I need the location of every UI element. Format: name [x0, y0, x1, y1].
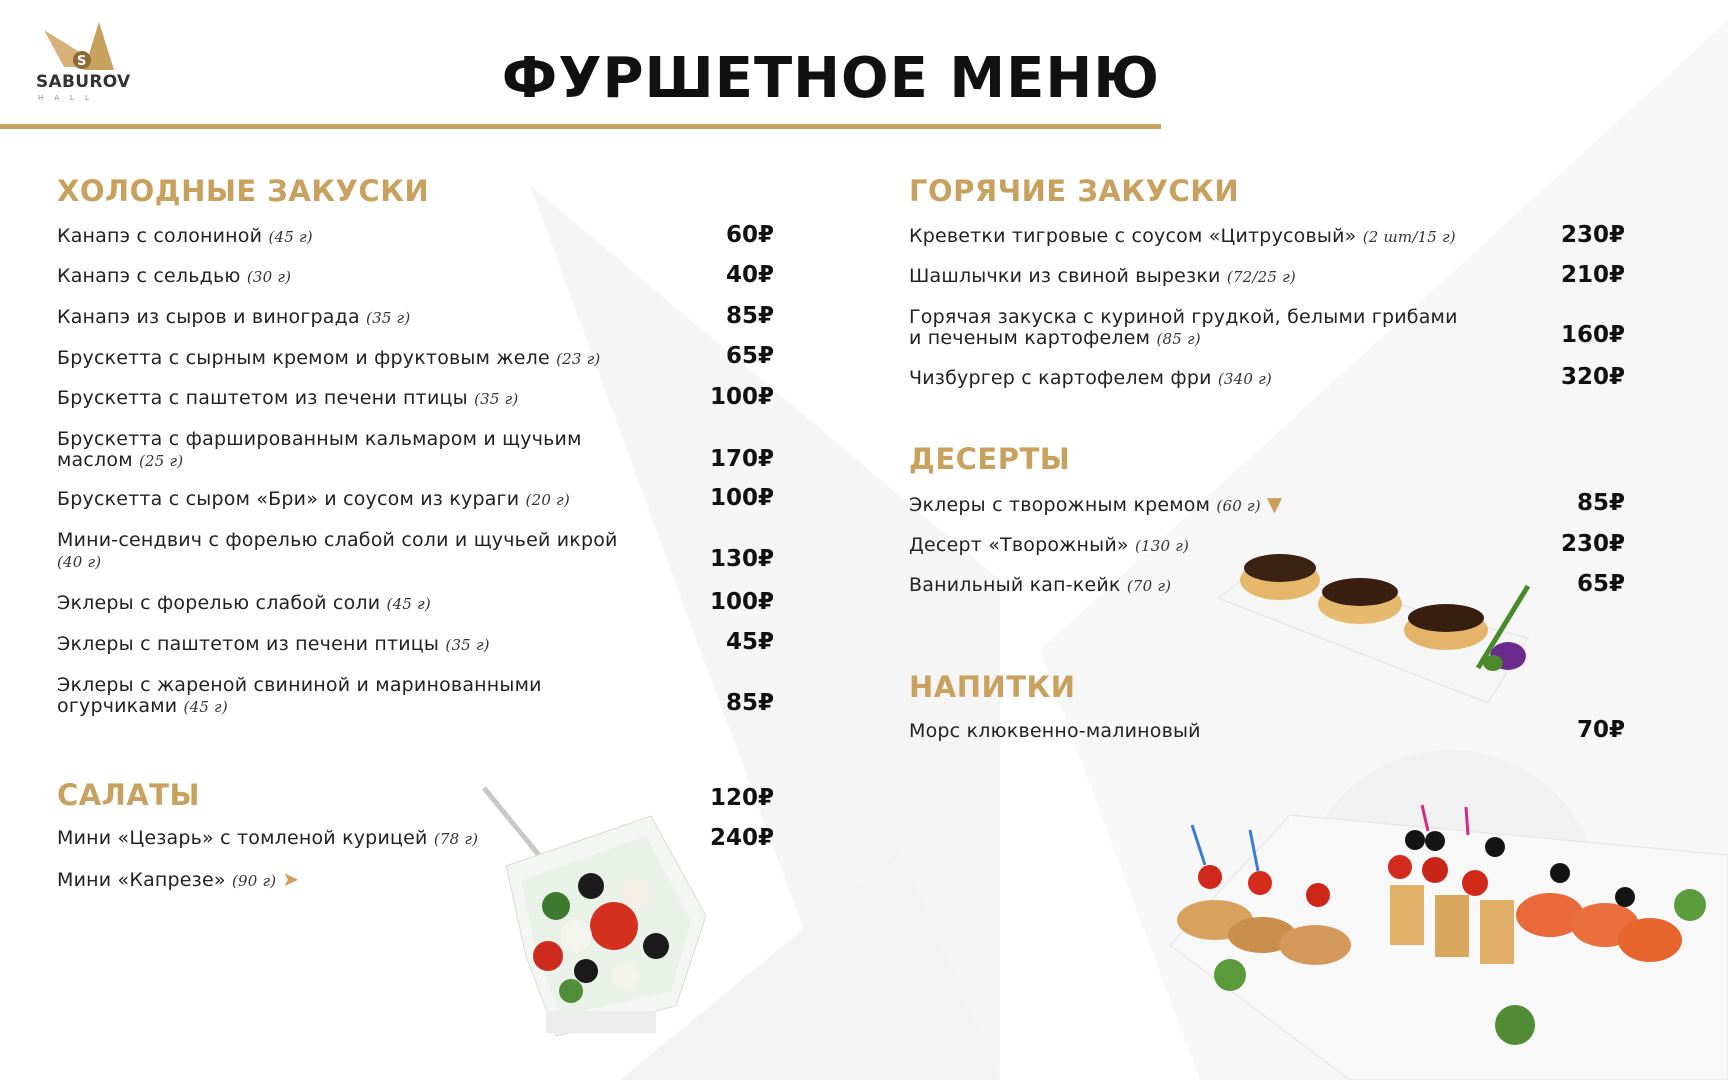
menu-item: Канапэ из сыров и винограда (35 г)	[57, 306, 411, 328]
menu-item-price: 160₽	[1560, 322, 1625, 348]
menu-item-price: 85₽	[1576, 490, 1625, 516]
menu-item-price: 85₽	[725, 303, 774, 329]
menu-item: Канапэ с солониной (45 г)	[57, 225, 313, 247]
menu-item-price: 45₽	[725, 629, 774, 655]
menu-item: Мини «Цезарь» с томленой курицей (78 г)	[57, 827, 479, 849]
salad-cup-image	[476, 786, 716, 1046]
section-title-salads: САЛАТЫ	[57, 778, 201, 812]
menu-item: Ванильный кап-кейк (70 г)	[909, 574, 1172, 596]
menu-item: Эклеры с творожным кремом (60 г) ▼	[909, 492, 1283, 516]
menu-item-price: 65₽	[725, 343, 774, 369]
menu-item: Брускетта с сырным кремом и фруктовым желе (23 г)	[57, 347, 601, 369]
arrow-down-icon: ▼	[1266, 492, 1283, 516]
menu-item-price: 85₽	[725, 690, 774, 716]
menu-item-price: 120₽	[709, 785, 774, 811]
menu-item: Мини «Капрезе» (90 г) ➤	[57, 867, 300, 891]
canape-plate-image	[1150, 795, 1728, 1080]
menu-item-price: 100₽	[709, 384, 774, 410]
menu-item-price: 100₽	[709, 589, 774, 615]
section-title-hot: ГОРЯЧИЕ ЗАКУСКИ	[909, 174, 1240, 208]
menu-item: Горячая закуска с куриной грудкой, белыми грибами и печеным картофелем (85 г)	[909, 306, 1458, 349]
eclairs-plate-image	[1218, 538, 1558, 708]
menu-item-price: 130₽	[709, 546, 774, 572]
menu-item-price: 70₽	[1576, 717, 1625, 743]
menu-item: Брускетта с сыром «Бри» и соусом из кураги (20 г)	[57, 488, 570, 510]
brand-name: SABUROV	[36, 72, 131, 92]
menu-item-price: 230₽	[1560, 222, 1625, 248]
menu-item: Мини-сендвич с форелью слабой соли и щучьей икрой (40 г)	[57, 529, 618, 571]
menu-item-price: 320₽	[1560, 364, 1625, 390]
section-title-desserts: ДЕСЕРТЫ	[909, 442, 1071, 476]
menu-item: Креветки тигровые с соусом «Цитрусовый» (2 шт/15 г)	[909, 225, 1456, 247]
menu-item-price: 60₽	[725, 222, 774, 248]
menu-item-price: 40₽	[725, 262, 774, 288]
menu-item: Эклеры с паштетом из печени птицы (35 г)	[57, 633, 490, 655]
menu-item: Морс клюквенно-малиновый	[909, 720, 1201, 742]
menu-item: Десерт «Творожный» (130 г)	[909, 534, 1190, 556]
menu-item: Эклеры с форелью слабой соли (45 г)	[57, 592, 431, 614]
arrow-right-icon: ➤	[282, 867, 300, 891]
section-title-drinks: НАПИТКИ	[909, 670, 1076, 704]
menu-item-price: 230₽	[1560, 531, 1625, 557]
title-underline	[0, 124, 1161, 129]
menu-item-price: 210₽	[1560, 262, 1625, 288]
menu-item: Эклеры с жареной свининой и маринованными огурчиками (45 г)	[57, 674, 542, 717]
svg-text:S: S	[77, 54, 87, 69]
menu-item: Брускетта с фаршированным кальмаром и щучьим маслом (25 г)	[57, 428, 582, 471]
menu-item: Брускетта с паштетом из печени птицы (35 г)	[57, 387, 519, 409]
menu-item-price: 100₽	[709, 485, 774, 511]
menu-item: Шашлычки из свиной вырезки (72/25 г)	[909, 265, 1296, 287]
section-title-cold: ХОЛОДНЫЕ ЗАКУСКИ	[57, 174, 430, 208]
menu-item: Канапэ с сельдью (30 г)	[57, 265, 292, 287]
page-title: ФУРШЕТНОЕ МЕНЮ	[501, 46, 1160, 111]
menu-item: Чизбургер с картофелем фри (340 г)	[909, 367, 1272, 389]
menu-item-price: 170₽	[709, 446, 774, 472]
brand-sub: HALL	[38, 94, 100, 102]
menu-item-price: 240₽	[709, 825, 774, 851]
menu-item-price: 65₽	[1576, 571, 1625, 597]
